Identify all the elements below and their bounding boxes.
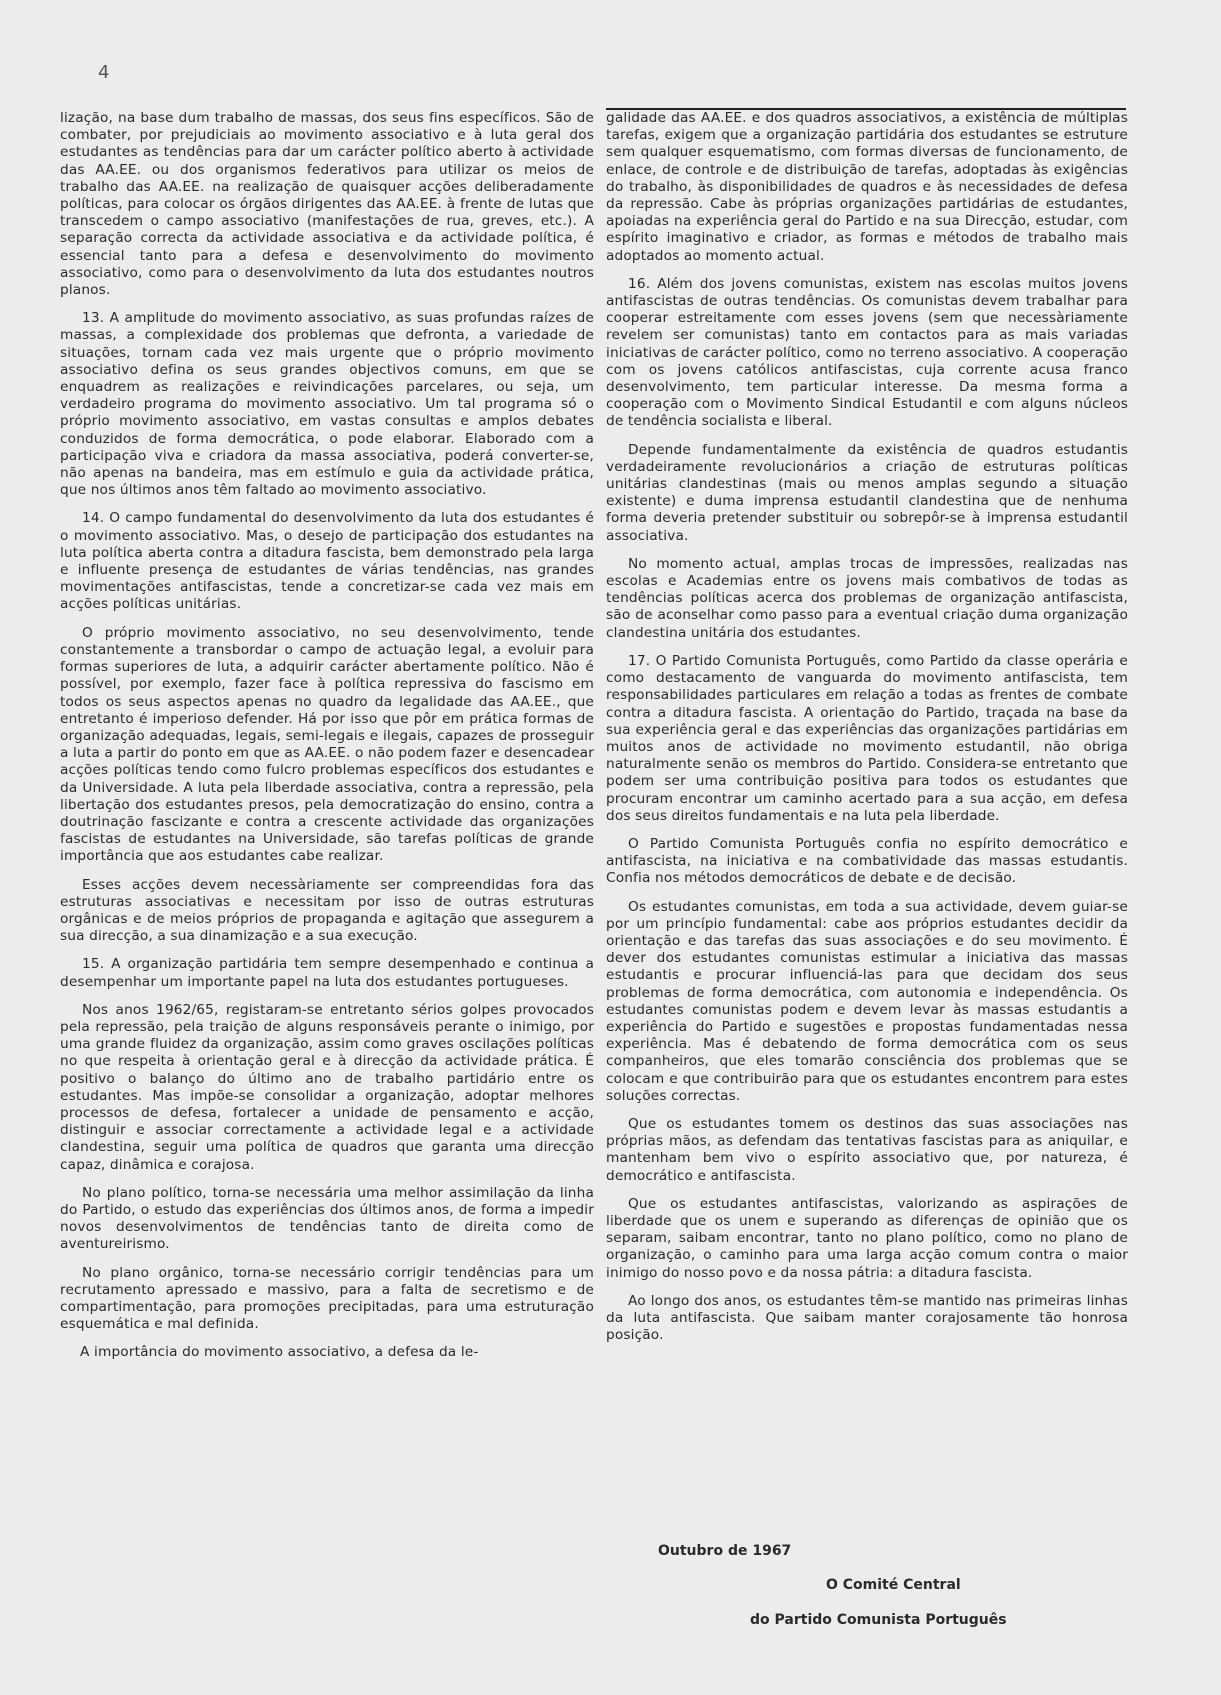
paragraph: Nos anos 1962/65, registaram-se entretanto sérios golpes provocados pela repressão, pela traição de alguns responsáveis perante o inimigo, por uma grande fluidez da organização, assim como graves oscilações políticas no que respeita à orientação geral e à direcção da actividade prática. É positivo o balanço do último ano de trabalho partidário entre os estudantes. Mas impõe-se consolidar a organização, adoptar melhores processos de defesa, fortalecer a unidade de pensamento e acção, distinguir e associar correctamente a actividade legal e a actividade clandestina, seguir uma política de quadros que garanta uma direcção capaz, dinâmica e corajosa. [60,1001,594,1173]
paragraph: Esses acções devem necessàriamente ser compreendidas fora das estruturas associativas e necessitam por isso de outras estruturas orgânicas e de meios próprios de propaganda e agitação que assegurem a sua direcção, a sua dinamização e a sua execução. [60,876,594,945]
paragraph: Que os estudantes antifascistas, valorizando as aspirações de liberdade que os unem e superando as diferenças de opinião que os separam, saibam encontrar, tanto no plano político, como no plano de organização, o caminho para uma larga acção comum contra o maior inimigo do nosso povo e da nossa pátria: a ditadura fascista. [606,1195,1128,1281]
paragraph: Os estudantes comunistas, em toda a sua actividade, devem guiar-se por um princípio fundamental: cabe aos próprios estudantes decidir da orientação e das tarefas das suas associações e do seu movimento. É dever dos estudantes comunistas estimular a iniciativa das massas estudantis e procurar influenciá-las para que decidam dos seus problemas de forma democrática, com autonomia e independência. Os estudantes comunistas podem e devem levar às massas estudantis a experiência do Partido e sugestões e propostas fundamentadas nessa experiência. Mas é debatendo de forma democrática com os seus companheiros, que eles tomarão consciência dos problemas que se colocam e que contribuirão para que os estudantes encontrem para estes soluções correctas. [606,898,1128,1104]
paragraph-continuation: galidade das AA.EE. e dos quadros associativos, a existência de múltiplas tarefas, exigem que a organização partidária dos estudantes se estruture sem qualquer esquematismo, com formas diversas de funcionamento, de enlace, de controle e de distribuição de tarefas, adoptadas às exigências do trabalho, às disponibilidades de quadros e às necessidades de defesa da repressão. Cabe às próprias organizações partidárias de estudantes, apoiadas na experiência geral do Partido e na sua Direcção, estudar, com espírito imaginativo e criador, as formas e métodos de trabalho mais adoptados ao momento actual. [606,110,1128,264]
paragraph: No plano político, torna-se necessária uma melhor assimilação da linha do Partido, o estudo das experiências dos últimos anos, de forma a impedir novos desenvolvimentos de tendências tanto de direita como de aventureirismo. [60,1184,594,1253]
paragraph: No momento actual, amplas trocas de impressões, realizadas nas escolas e Academias entre os jovens mais combativos de todas as tendências políticas acerca dos problemas de organização antifascista, são de aconselhar como passo para a eventual criação duma organização clandestina unitária dos estudantes. [606,555,1128,641]
left-column [60,110,594,1362]
paragraph-15: 15. A organização partidária tem sempre desempenhado e continua a desempenhar um importante papel na luta dos estudantes portugueses. [60,956,594,990]
document-date: Outubro de 1967 [658,1543,792,1559]
signature-line-1: O Comité Central [826,1577,961,1593]
signature-line-2: do Partido Comunista Português [750,1612,1007,1628]
paragraph-end: A importância do movimento associativo, a defesa da le- [80,1344,479,1361]
paragraph-13: 13. A amplitude do movimento associativo, as suas profundas raízes de massas, a complexidade dos problemas que defronta, a variedade de situações, tornam cada vez mais urgente que o próprio movimento associativo defina os seus grandes objectivos comuns, em que se enquadrem as realizações e reivindicações parcelares, ou seja, um verdadeiro programa do movimento associativo. Um tal programa só o próprio movimento associativo, em vastas consultas e amplos debates conduzidos de forma democrática, o pode elaborar. Elaborado com a participação viva e criadora da massa associativa, poderá converter-se, não apenas na bandeira, mas em estímulo e guia da actividade prática, que nos últimos anos têm faltado ao movimento associativo. [60,310,594,499]
page-number: 4 [98,62,110,83]
paragraph: Que os estudantes tomem os destinos das suas associações nas próprias mãos, as defendam das tentativas fascistas para as aniquilar, e mantenham bem vivo o espírito associativo que, por natureza, é democrático e antifascista. [606,1115,1128,1184]
paragraph: O Partido Comunista Português confia no espírito democrático e antifascista, na iniciativa e na combatividade das massas estudantis. Confia nos métodos democráticos de debate e de decisão. [606,835,1128,887]
paragraph: O próprio movimento associativo, no seu desenvolvimento, tende constantemente a transbordar o campo de actuação legal, a evoluir para formas superiores de luta, a adquirir carácter abertamente político. Não é possível, por exemplo, fazer face à política repressiva do fascismo em todos os seus aspectos apenas no quadro da legalidade das AA.EE., que entretanto é imperioso defender. Há por isso que pôr em prática formas de organização adequadas, legais, semi-legais e ilegais, capazes de prosseguir a luta a partir do ponto em que as AA.EE. o não podem fazer e desencadear acções políticas tendo como fulcro problemas específicos dos estudantes e da Universidade. A luta pela liberdade associativa, contra a repressão, pela libertação dos estudantes presos, pela democratização do ensino, contra a doutrinação fascizante e contra a crescente actividade das organizações fascistas de estudantes na Universidade, são tarefas políticas de grande importância que aos estudantes cabe realizar. [60,624,594,865]
paragraph-16: 16. Além dos jovens comunistas, existem nas escolas muitos jovens antifascistas de outras tendências. Os comunistas devem trabalhar para cooperar estreitamente com esses jovens (sem que necessàriamente revelem ser comunistas) tanto em contactos para as mais variadas iniciativas de carácter político, como no terreno associativo. A cooperação com os jovens católicos antifascistas, cuja corrente acusa franco desenvolvimento, tem particular interesse. Da mesma forma a cooperação com o Movimento Sindical Estudantil e com alguns núcleos de tendência socialista e liberal. [606,275,1128,430]
paragraph: Depende fundamentalmente da existência de quadros estudantis verdadeiramente revolucionários a criação de estruturas políticas unitárias clandestinas (mais ou menos amplas segundo a situação existente) e duma imprensa estudantil clandestina que de nenhuma forma deveria pretender substituir ou sobrepôr-se à imprensa estudantil associativa. [606,441,1128,544]
paragraph-17: 17. O Partido Comunista Português, como Partido da classe operária e como destacamento de vanguarda do movimento antifascista, tem responsabilidades particulares em relação a todas as frentes de combate contra a ditadura fascista. A orientação do Partido, traçada na base da sua experiência geral e das experiências das organizações partidárias em muitos anos de actividade no movimento estudantil, não obriga naturalmente senão os membros do Partido. Considera-se entretanto que podem ser uma contribuição positiva para todos os estudantes que procuram encontrar um caminho acertado para a sua acção, em defesa dos seus direitos fundamentais e na luta pela liberdade. [606,652,1128,824]
paragraph: Ao longo dos anos, os estudantes têm-se mantido nas primeiras linhas da luta antifascista. Que saibam manter corajosamente tão honrosa posição. [606,1292,1128,1344]
right-column [606,110,1128,1355]
paragraph: No plano orgânico, torna-se necessário corrigir tendências para um recrutamento apressado e massivo, para a falta de secretismo e de compartimentação, para promoções precipitadas, para uma estruturação esquemática e mal definida. [60,1264,594,1333]
paragraph-continuation: lização, na base dum trabalho de massas, dos seus fins específicos. São de combater, por prejudiciais ao movimento associativo e à luta geral dos estudantes as tendências para dar um carácter político aberto à actividade das AA.EE. ou dos organismos federativos para utilizar os meios de trabalho das AA.EE. na realização de quaisquer acções deliberadamente políticas, para colocar os órgãos dirigentes das AA.EE. à frente de lutas que transcedem o campo associativo (manifestações de rua, greves, etc.). A separação correcta da actividade associativa e da actividade política, é essencial tanto para a defesa e desenvolvimento do movimento associativo, como para o desenvolvimento da luta dos estudantes noutros planos. [60,110,594,299]
paragraph-14: 14. O campo fundamental do desenvolvimento da luta dos estudantes é o movimento associativo. Mas, o desejo de participação dos estudantes na luta política aberta contra a ditadura fascista, bem demonstrado pela larga e influente presença de estudantes de várias tendências, nas grandes movimentações antifascistas, tende a concretizar-se cada vez mais em acções políticas unitárias. [60,510,594,613]
